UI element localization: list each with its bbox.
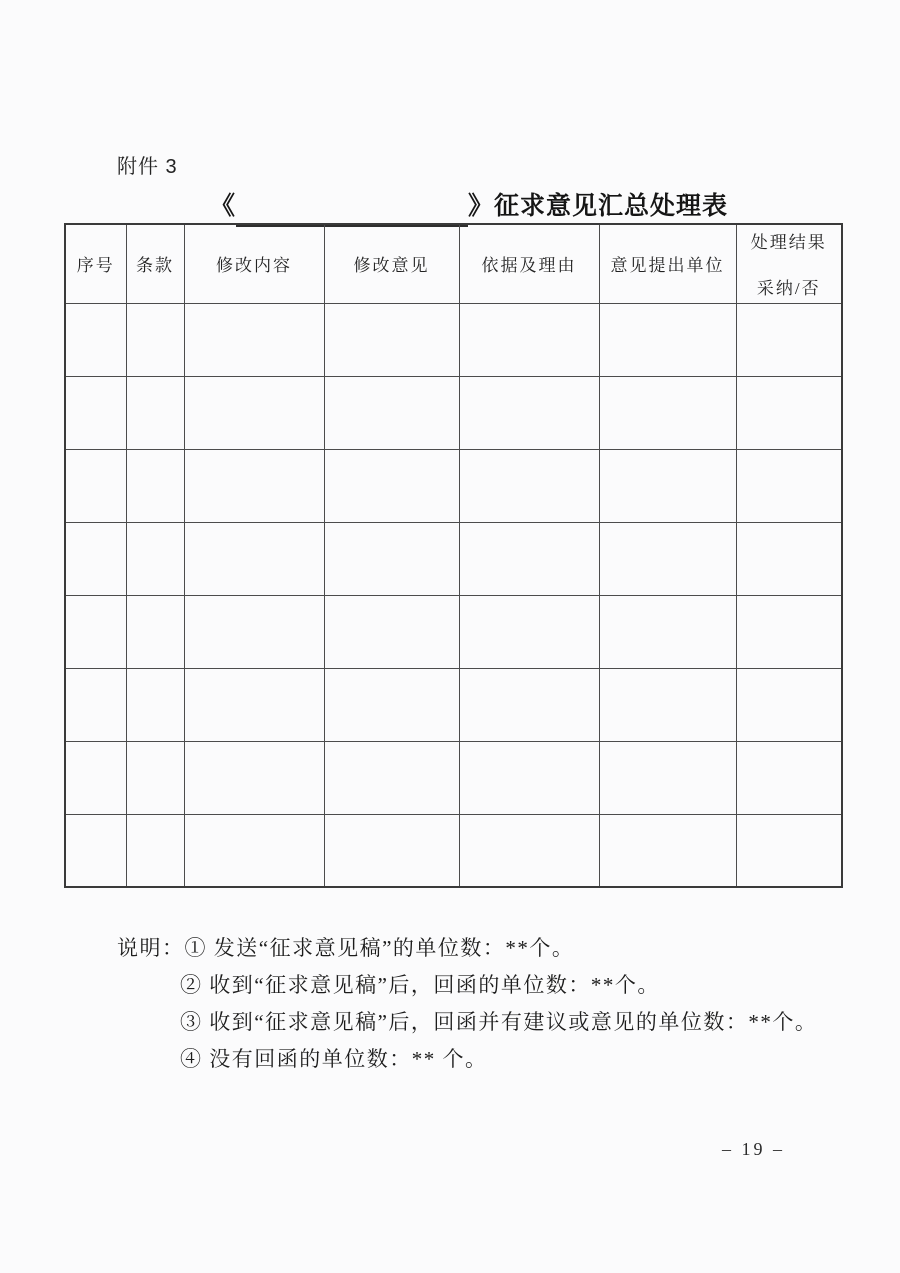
header-cell-proposing-unit: 意见提出单位 <box>599 224 736 303</box>
header-cell-processing-result <box>736 224 842 303</box>
empty-cell <box>184 522 324 595</box>
table-row <box>65 522 842 595</box>
attachment-label: 附件 3 <box>117 156 178 178</box>
empty-cell <box>459 595 599 668</box>
empty-cell <box>184 595 324 668</box>
empty-cell <box>126 449 184 522</box>
empty-cell <box>65 376 126 449</box>
empty-cell <box>324 814 459 887</box>
processing-result-line1: 处理结果 <box>750 233 827 253</box>
header-cell-serial-number: 序号 <box>65 224 126 303</box>
empty-cell <box>736 449 842 522</box>
empty-cell <box>459 741 599 814</box>
page-number: – 19 – <box>722 1139 785 1159</box>
empty-cell <box>126 303 184 376</box>
empty-cell <box>65 668 126 741</box>
empty-cell <box>324 376 459 449</box>
empty-cell <box>599 814 736 887</box>
empty-cell <box>599 303 736 376</box>
empty-cell <box>324 522 459 595</box>
empty-cell <box>65 303 126 376</box>
title-bracket-open: 《 <box>210 193 237 220</box>
table-row <box>65 814 842 887</box>
empty-cell <box>65 595 126 668</box>
empty-cell <box>65 814 126 887</box>
comments-summary-table <box>64 223 843 888</box>
note-item-1: ① 发送“征求意见稿”的单位数：**个。 <box>184 936 575 960</box>
empty-cell <box>459 449 599 522</box>
empty-cell <box>126 376 184 449</box>
empty-cell <box>126 522 184 595</box>
empty-cell <box>599 668 736 741</box>
empty-cell <box>459 814 599 887</box>
title-text: 征求意见汇总处理表 <box>494 193 729 220</box>
empty-cell <box>126 814 184 887</box>
empty-cell <box>65 522 126 595</box>
empty-cell <box>599 449 736 522</box>
table-body <box>65 303 842 887</box>
empty-cell <box>65 741 126 814</box>
note-line-2: ② 收到“征求意见稿”后，回函的单位数：**个。 <box>180 973 660 997</box>
empty-cell <box>736 741 842 814</box>
empty-cell <box>599 376 736 449</box>
empty-cell <box>184 303 324 376</box>
note-line-4: ④ 没有回函的单位数：** 个。 <box>180 1047 488 1071</box>
note-line-1 <box>117 930 837 967</box>
note-line-3: ③ 收到“征求意见稿”后，回函并有建议或意见的单位数：**个。 <box>180 1010 818 1034</box>
empty-cell <box>736 303 842 376</box>
empty-cell <box>324 449 459 522</box>
table-header-row <box>65 224 842 303</box>
empty-cell <box>126 595 184 668</box>
title-bracket-close: 》 <box>468 193 495 220</box>
table-row <box>65 449 842 522</box>
empty-cell <box>324 668 459 741</box>
header-cell-modification-opinion: 修改意见 <box>324 224 459 303</box>
page-title <box>210 186 728 222</box>
empty-cell <box>736 595 842 668</box>
header-cell-clause: 条款 <box>126 224 184 303</box>
processing-result-line2: 采纳/否 <box>756 279 821 299</box>
empty-cell <box>736 814 842 887</box>
table-row <box>65 376 842 449</box>
empty-cell <box>184 668 324 741</box>
empty-cell <box>324 595 459 668</box>
empty-cell <box>324 741 459 814</box>
empty-cell <box>459 522 599 595</box>
empty-cell <box>736 522 842 595</box>
empty-cell <box>599 595 736 668</box>
processing-result-header <box>737 225 842 303</box>
empty-cell <box>324 303 459 376</box>
empty-cell <box>459 376 599 449</box>
empty-cell <box>184 376 324 449</box>
empty-cell <box>184 814 324 887</box>
empty-cell <box>599 522 736 595</box>
empty-cell <box>126 741 184 814</box>
table-row <box>65 668 842 741</box>
empty-cell <box>126 668 184 741</box>
table-row <box>65 741 842 814</box>
notes-prefix: 说明： <box>117 936 185 960</box>
empty-cell <box>736 668 842 741</box>
empty-cell <box>184 741 324 814</box>
empty-cell <box>736 376 842 449</box>
notes-section <box>117 930 837 1078</box>
empty-cell <box>459 668 599 741</box>
table-row <box>65 303 842 376</box>
header-cell-modified-content: 修改内容 <box>184 224 324 303</box>
empty-cell <box>599 741 736 814</box>
header-cell-basis-and-reason: 依据及理由 <box>459 224 599 303</box>
empty-cell <box>184 449 324 522</box>
table-row <box>65 595 842 668</box>
empty-cell <box>459 303 599 376</box>
empty-cell <box>65 449 126 522</box>
